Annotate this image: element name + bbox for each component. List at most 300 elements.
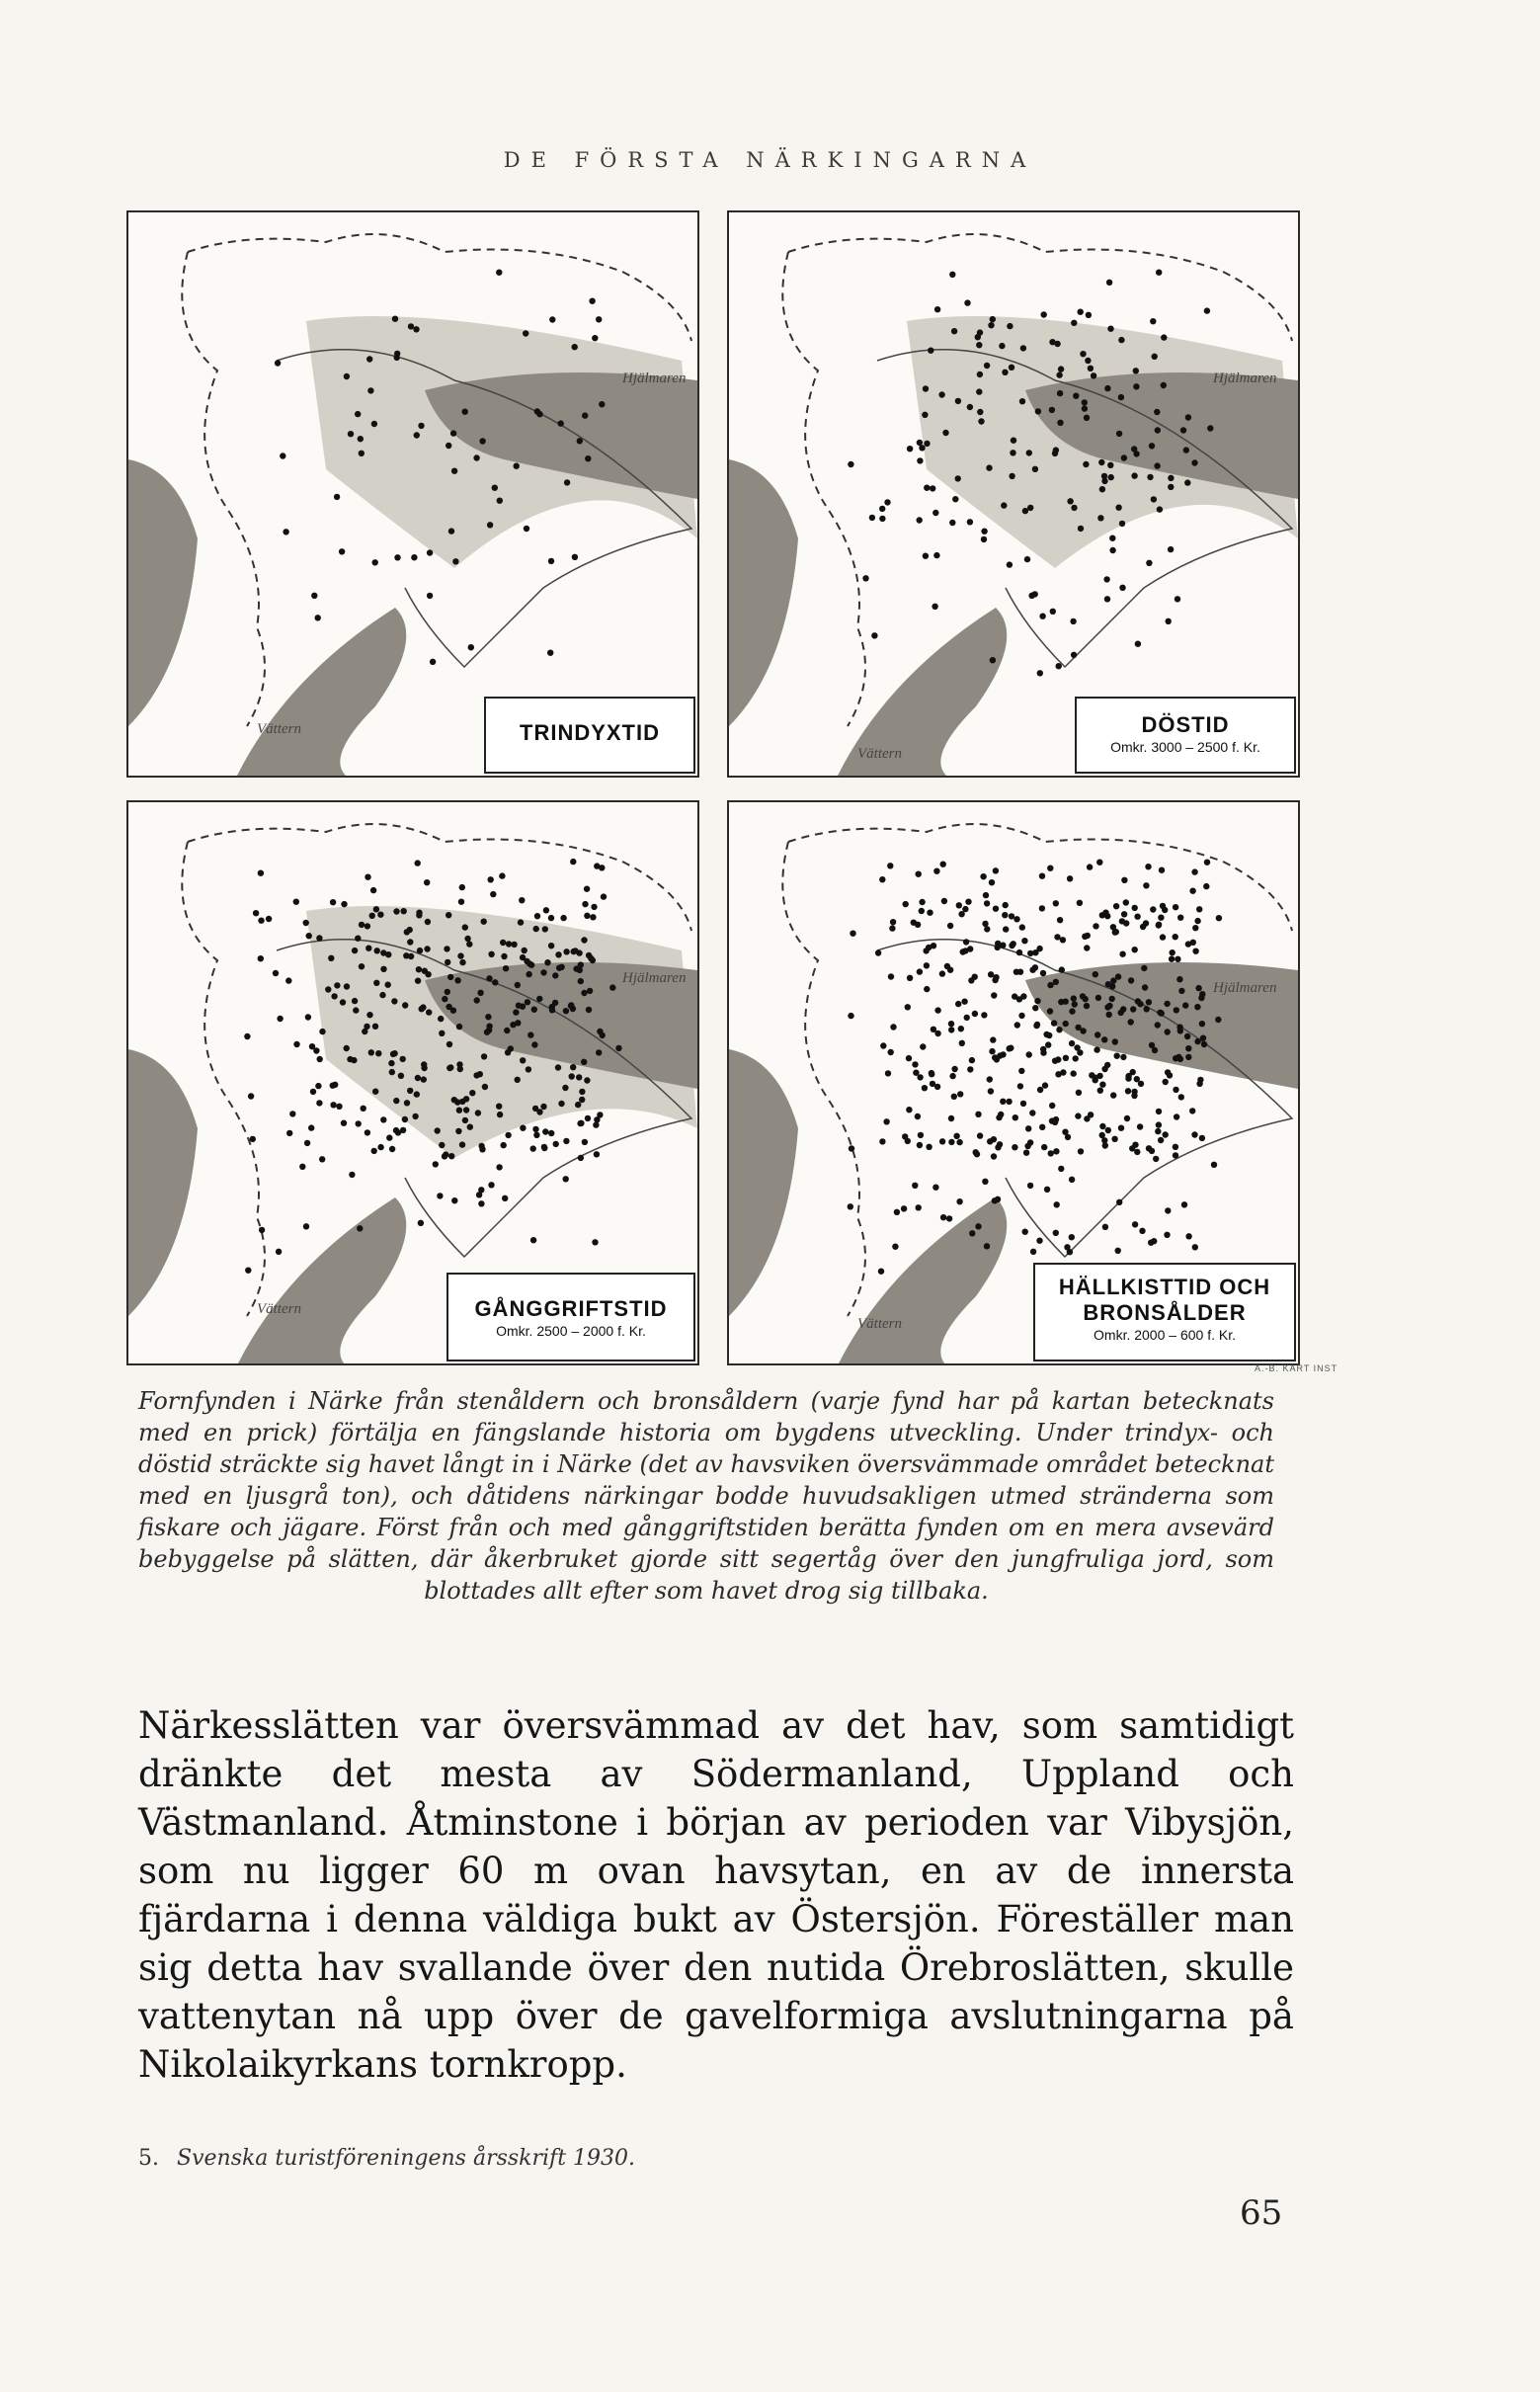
find-dot — [942, 430, 948, 436]
find-dot — [303, 1223, 309, 1229]
find-dot — [915, 922, 921, 928]
find-dot — [978, 418, 984, 424]
find-dot — [1084, 1003, 1090, 1009]
find-dot — [1156, 1121, 1162, 1127]
find-dot — [586, 1007, 592, 1013]
find-dot — [1156, 1109, 1162, 1114]
lake-label-vattern: Vättern — [857, 1316, 902, 1332]
find-dot — [1185, 1233, 1191, 1239]
find-dot — [425, 971, 431, 977]
find-dot — [1107, 462, 1113, 468]
find-dot — [481, 919, 487, 925]
find-dot — [912, 1183, 918, 1189]
find-dot — [1118, 1010, 1124, 1016]
find-dot — [459, 1141, 465, 1147]
find-dot — [986, 464, 992, 470]
find-dot — [549, 316, 555, 322]
find-dot — [989, 879, 995, 885]
find-dot — [1022, 1229, 1028, 1235]
find-dot — [948, 1115, 954, 1121]
find-dot — [1017, 969, 1023, 975]
find-dot — [339, 548, 345, 554]
find-dot — [402, 1002, 408, 1008]
find-dot — [951, 1094, 957, 1100]
find-dot — [433, 1161, 439, 1167]
find-dot — [1082, 399, 1088, 405]
find-dot — [1156, 270, 1162, 276]
find-dot — [541, 1144, 547, 1150]
find-dot — [1123, 920, 1129, 926]
find-dot — [1124, 1115, 1130, 1121]
find-dot — [1040, 970, 1046, 976]
find-dot — [1099, 1082, 1105, 1088]
find-dot — [1118, 1125, 1124, 1131]
find-dot — [916, 1204, 922, 1210]
find-dot — [1131, 472, 1137, 478]
find-dot — [462, 409, 468, 415]
find-dot — [947, 923, 953, 929]
find-dot — [1155, 1128, 1161, 1134]
find-dot — [444, 946, 449, 951]
find-dot — [366, 1012, 372, 1018]
find-dot — [969, 1230, 975, 1236]
find-dot — [1211, 1162, 1217, 1168]
find-dot — [939, 970, 945, 976]
find-dot — [972, 974, 978, 980]
find-dot — [1073, 1055, 1079, 1061]
find-dot — [316, 1100, 322, 1106]
find-dot — [1040, 1049, 1046, 1055]
find-dot — [934, 306, 940, 312]
find-dot — [482, 1084, 488, 1090]
find-dot — [479, 1146, 485, 1152]
find-dot — [918, 1132, 924, 1138]
find-dot — [1101, 1066, 1107, 1072]
find-dot — [390, 1051, 396, 1057]
find-dot — [1104, 385, 1110, 391]
find-dot — [1069, 1040, 1075, 1046]
find-dot — [258, 870, 264, 876]
find-dot — [1216, 915, 1222, 921]
find-dot — [427, 549, 433, 555]
find-dot — [430, 659, 436, 665]
find-dot — [1154, 462, 1160, 468]
find-dot — [590, 957, 596, 963]
find-dot — [1119, 951, 1125, 957]
find-dot — [370, 887, 376, 893]
find-dot — [1125, 1075, 1131, 1081]
find-dot — [953, 1133, 959, 1139]
find-dot — [456, 1061, 462, 1067]
find-dot — [1019, 398, 1025, 404]
find-dot — [1109, 996, 1115, 1002]
find-dot — [1009, 473, 1014, 479]
find-dot — [1062, 1129, 1068, 1135]
footnote-source: Svenska turistföreningens årsskrift 1930. — [177, 2146, 636, 2171]
find-dot — [459, 884, 465, 890]
find-dot — [924, 986, 930, 992]
body-paragraph: Närkesslätten var översvämmad av det hav, som samtidigt dränkte det mesta av Södermanland, Uppland och Västmanland. Åtminstone i början av perioden var Vibysjön, som nu ligger 60 m ovan havsytan, en av de innersta fjärdarna i denna väldiga bukt av Östersjön. Föreställer man sig detta hav svallande över den nutida Örebroslätten, skulle vattenytan nå upp över de gavelformiga avslutningarna på Nikolaikyrkans tornkropp. — [138, 1704, 1294, 2086]
find-dot — [372, 1089, 378, 1095]
find-dot — [1215, 1017, 1221, 1023]
find-dot — [475, 1110, 481, 1115]
find-dot — [394, 554, 400, 560]
find-dot — [349, 1172, 355, 1178]
find-dot — [487, 522, 493, 528]
find-dot — [972, 1011, 978, 1017]
find-dot — [594, 1151, 600, 1157]
find-dot — [984, 926, 990, 932]
find-dot — [1099, 1123, 1105, 1129]
find-dot — [903, 901, 909, 907]
find-dot — [572, 948, 578, 953]
find-dot — [1114, 1053, 1120, 1059]
find-dot — [305, 1014, 311, 1020]
find-dot — [548, 1130, 554, 1136]
find-dot — [540, 1104, 546, 1110]
find-dot — [563, 949, 569, 954]
find-dot — [344, 373, 350, 379]
lake-label-hjalmaren: Hjälmaren — [622, 970, 687, 986]
find-dot — [1047, 866, 1053, 871]
find-dot — [488, 1182, 494, 1188]
map-hallkisttid — [727, 800, 1300, 1365]
find-dot — [1054, 934, 1060, 940]
find-dot — [445, 989, 450, 995]
find-dot — [478, 1187, 484, 1193]
find-dot — [1174, 1114, 1179, 1119]
find-dot — [522, 948, 527, 953]
find-dot — [1023, 1150, 1029, 1156]
find-dot — [575, 1102, 581, 1108]
find-dot — [1165, 1069, 1171, 1075]
find-dot — [1137, 1123, 1143, 1129]
find-dot — [407, 939, 413, 945]
find-dot — [888, 1049, 894, 1055]
find-dot — [1016, 949, 1022, 955]
find-dot — [1087, 864, 1093, 869]
find-dot — [1077, 900, 1083, 906]
find-dot — [991, 992, 997, 998]
find-dot — [907, 446, 913, 452]
find-dot — [1180, 427, 1186, 433]
find-dot — [438, 1016, 444, 1022]
find-dot — [366, 356, 372, 362]
find-dot — [1022, 508, 1028, 514]
find-dot — [496, 270, 502, 276]
find-dot — [578, 961, 584, 967]
find-dot — [1150, 906, 1156, 912]
find-dot — [923, 948, 929, 953]
find-dot — [1000, 1099, 1006, 1105]
find-dot — [359, 451, 365, 456]
find-dot — [421, 1076, 427, 1082]
find-dot — [1032, 949, 1038, 955]
find-dot — [516, 1003, 522, 1009]
find-dot — [581, 1059, 587, 1065]
find-dot — [1174, 1007, 1179, 1013]
find-dot — [977, 329, 983, 335]
find-dot — [299, 1164, 305, 1170]
find-dot — [849, 1145, 854, 1151]
find-dot — [927, 910, 932, 916]
find-dot — [933, 552, 939, 558]
find-dot — [1036, 1238, 1042, 1244]
find-dot — [520, 1057, 526, 1063]
find-dot — [501, 953, 507, 959]
find-dot — [446, 1065, 452, 1071]
find-dot — [548, 558, 554, 564]
find-dot — [1131, 1093, 1137, 1099]
find-dot — [1176, 976, 1182, 982]
find-dot — [584, 886, 590, 892]
find-dot — [984, 900, 990, 906]
find-dot — [1109, 983, 1115, 989]
lake-label-hjalmaren: Hjälmaren — [1213, 980, 1277, 996]
page-number: 65 — [1240, 2193, 1283, 2233]
find-dot — [1194, 918, 1200, 924]
find-dot — [1020, 345, 1026, 351]
find-dot — [990, 657, 996, 663]
find-dot — [543, 907, 549, 913]
find-dot — [1033, 1023, 1039, 1029]
find-dot — [1071, 995, 1077, 1001]
find-dot — [371, 1148, 377, 1154]
lake-label-vattern: Vättern — [857, 746, 902, 762]
find-dot — [906, 1055, 912, 1061]
find-dot — [1181, 1201, 1187, 1207]
find-dot — [984, 363, 990, 369]
find-dot — [901, 1205, 907, 1211]
find-dot — [934, 1007, 940, 1013]
find-dot — [1053, 1116, 1059, 1122]
map-subtitle: Omkr. 2500 – 2000 f. Kr. — [496, 1323, 646, 1339]
find-dot — [1088, 366, 1094, 371]
find-dot — [869, 515, 875, 521]
find-dot — [919, 899, 925, 905]
find-dot — [964, 299, 970, 305]
find-dot — [593, 1121, 599, 1127]
find-dot — [365, 923, 370, 929]
find-dot — [330, 1083, 336, 1089]
running-header: DE FÖRSTA NÄRKINGARNA — [503, 148, 1037, 172]
find-dot — [890, 919, 896, 925]
find-dot — [1057, 420, 1063, 426]
find-dot — [1164, 1232, 1170, 1238]
find-dot — [499, 872, 505, 878]
find-dot — [912, 1061, 918, 1067]
find-dot — [1146, 999, 1152, 1005]
find-dot — [553, 1141, 559, 1147]
find-dot — [582, 1139, 588, 1145]
find-dot — [1076, 1090, 1082, 1096]
find-dot — [981, 1012, 987, 1018]
find-dot — [389, 1069, 395, 1075]
find-dot — [1166, 619, 1172, 624]
find-dot — [562, 1085, 568, 1091]
find-dot — [915, 1114, 921, 1119]
find-dot — [940, 1214, 946, 1220]
find-dot — [1173, 1144, 1178, 1150]
find-dot — [1130, 1006, 1136, 1012]
find-dot — [1142, 984, 1148, 990]
find-dot — [1032, 1005, 1038, 1011]
find-dot — [1155, 1022, 1161, 1028]
find-dot — [848, 1203, 853, 1209]
find-dot — [564, 479, 570, 485]
find-dot — [1204, 307, 1210, 313]
find-dot — [887, 863, 893, 868]
find-dot — [962, 948, 968, 953]
find-dot — [418, 423, 424, 429]
find-dot — [1185, 941, 1191, 947]
find-dot — [1146, 560, 1152, 566]
find-dot — [990, 1036, 996, 1042]
find-dot — [924, 485, 930, 491]
find-dot — [375, 1050, 381, 1056]
find-dot — [1133, 383, 1139, 389]
find-dot — [1025, 1125, 1031, 1131]
find-dot — [1189, 888, 1195, 894]
find-dot — [1153, 1156, 1159, 1162]
find-dot — [1149, 1042, 1155, 1048]
find-dot — [1133, 451, 1139, 456]
find-dot — [1199, 1135, 1205, 1141]
find-dot — [276, 1249, 282, 1255]
find-dot — [408, 323, 414, 329]
find-dot — [1072, 1001, 1078, 1007]
find-dot — [1006, 1099, 1012, 1105]
find-dot — [530, 1237, 536, 1243]
find-dot — [462, 924, 468, 930]
find-dot — [377, 912, 383, 918]
find-dot — [328, 955, 334, 961]
find-dot — [988, 322, 994, 328]
find-dot — [1197, 1077, 1203, 1083]
find-dot — [330, 1102, 336, 1108]
find-dot — [949, 1073, 955, 1079]
find-dot — [1149, 1148, 1155, 1154]
find-dot — [1143, 882, 1149, 888]
find-dot — [1024, 556, 1030, 562]
find-dot — [592, 335, 598, 341]
find-dot — [995, 945, 1001, 950]
find-dot — [519, 897, 525, 903]
find-dot — [1168, 475, 1174, 481]
find-dot — [599, 401, 605, 407]
find-dot — [932, 1185, 938, 1191]
find-dot — [533, 926, 539, 932]
find-dot — [245, 1268, 251, 1274]
find-dot — [1041, 1144, 1047, 1150]
find-dot — [457, 952, 463, 958]
find-dot — [1145, 864, 1151, 869]
find-dot — [1132, 1142, 1138, 1148]
find-dot — [439, 1031, 445, 1036]
find-dot — [581, 937, 587, 943]
find-dot — [880, 1042, 886, 1048]
find-dot — [526, 1066, 531, 1072]
find-dot — [392, 316, 398, 322]
find-dot — [930, 485, 935, 491]
find-dot — [1039, 614, 1045, 619]
find-dot — [991, 1153, 997, 1159]
find-dot — [258, 918, 264, 924]
find-dot — [1010, 450, 1015, 455]
find-dot — [1032, 591, 1038, 597]
find-dot — [1177, 915, 1183, 921]
find-dot — [1148, 1240, 1154, 1246]
find-dot — [1112, 929, 1118, 935]
find-dot — [871, 632, 877, 638]
find-dot — [980, 873, 986, 879]
find-dot — [367, 387, 373, 393]
find-dot — [454, 1099, 460, 1105]
find-dot — [1053, 1230, 1059, 1236]
find-dot — [353, 1007, 359, 1013]
find-dot — [922, 412, 928, 418]
find-dot — [948, 1021, 954, 1027]
find-dot — [952, 496, 958, 502]
figure-caption: Fornfynden i Närke från stenåldern och bronsåldern (varje fynd har på kartan betecknats med en prick) förtälja en fängslande historia om bygdens utveckling. Under trindyx- och döstid sträckte sig havet långt in i Närke (det av havsviken översvämmade området betecknat med en ljusgrå ton), och dåtidens närkingar bodde huvudsakligen utmed stränderna som fiskare och jägare. Först från och med gånggriftstiden berätta fynden om en mera avsevärd bebyggelse på slätten, där åkerbruket gjorde sitt segertåg över den jungfruliga jord, som blottades allt efter som havet drog sig tillbaka. — [138, 1387, 1274, 1605]
find-dot — [250, 1136, 256, 1142]
find-dot — [330, 899, 336, 905]
find-dot — [459, 959, 465, 965]
find-dot — [1105, 1127, 1111, 1133]
find-dot — [1055, 1071, 1061, 1077]
find-dot — [479, 438, 485, 444]
find-dot — [359, 963, 365, 969]
find-dot — [309, 1043, 315, 1049]
find-dot — [1164, 1001, 1170, 1007]
find-dot — [518, 919, 524, 925]
find-dot — [468, 644, 474, 650]
map-label-trindyxtid — [484, 697, 695, 774]
find-dot — [389, 1146, 395, 1152]
find-dot — [1053, 979, 1059, 985]
find-dot — [998, 1112, 1004, 1117]
find-dot — [286, 1130, 292, 1136]
find-dot — [1056, 663, 1062, 669]
find-dot — [534, 408, 540, 414]
find-dot — [344, 1045, 350, 1051]
find-dot — [492, 979, 498, 985]
find-dot — [1160, 903, 1166, 909]
find-dot — [1094, 1046, 1099, 1052]
find-dot — [1056, 371, 1062, 377]
find-dot — [995, 1144, 1001, 1150]
find-dot — [315, 1083, 321, 1089]
find-dot — [547, 650, 553, 656]
find-dot — [451, 468, 457, 474]
find-dot — [394, 355, 400, 361]
find-dot — [601, 893, 607, 899]
map-label-dostid — [1075, 697, 1296, 774]
find-dot — [1091, 372, 1096, 378]
find-dot — [556, 965, 562, 971]
find-dot — [1102, 1224, 1108, 1230]
find-dot — [293, 899, 299, 905]
find-dot — [1106, 1012, 1112, 1018]
find-dot — [1196, 906, 1202, 912]
map-title: GÅNGGRIFTSTID — [474, 1296, 668, 1321]
find-dot — [884, 499, 890, 505]
find-dot — [982, 1179, 988, 1185]
find-dot — [540, 969, 546, 975]
find-dot — [361, 1106, 366, 1112]
find-dot — [1121, 454, 1127, 460]
find-dot — [357, 1225, 363, 1231]
